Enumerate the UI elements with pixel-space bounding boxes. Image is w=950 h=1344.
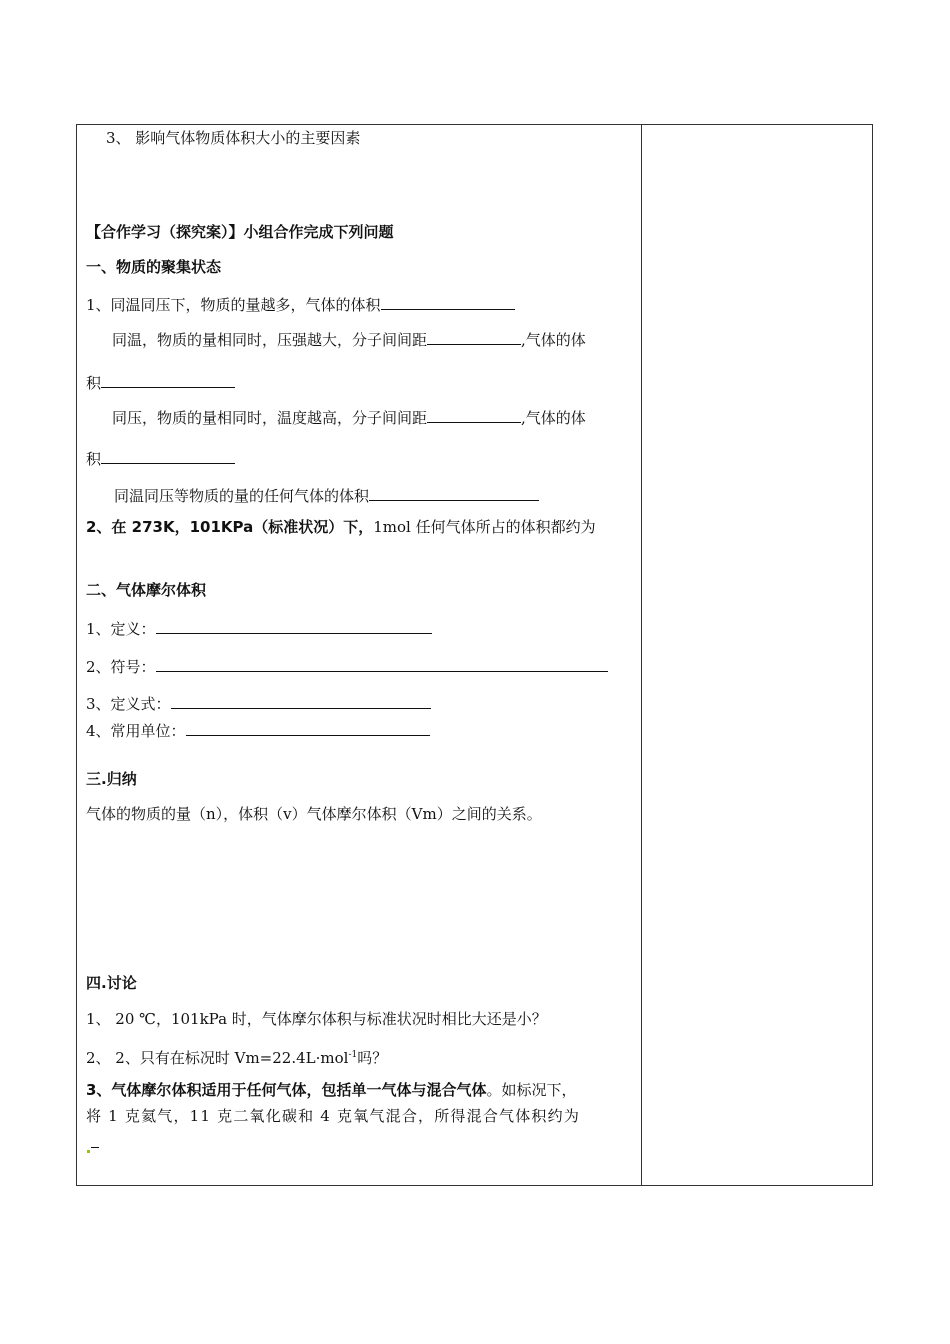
blank-line[interactable] [171,693,431,709]
discussion-q3-line2-c: 合气体积约为 [482,1107,581,1125]
intro-question-3: 3、 影响气体物质体积大小的主要因素 [106,129,361,147]
discussion-q3-answer [86,1132,99,1153]
blank-line[interactable] [369,485,539,501]
section1-line1 [86,294,515,315]
section1-line3-tail: ,气体的体 [521,409,586,427]
section1-line3-cont [86,448,235,469]
section1-line3 [112,407,586,428]
mark-dot [87,1150,90,1153]
section1-line5-text: 1mol 任何气体所占的体积都约为 [373,518,596,536]
discussion-q2-superscript: -1 [348,1050,358,1060]
section2-formula [86,693,431,714]
section1-line1-text: 1、同温同压下，物质的量越多，气体的体积 [86,296,381,314]
section1-line3-cont-text: 积 [86,450,102,468]
blank-line[interactable] [101,372,235,388]
discussion-q3-bold: 3、气体摩尔体积适用于任何气体，包括单一气体与混合气体 [86,1081,487,1099]
blank-line[interactable] [427,329,521,345]
section3-title: 三.归纳 [86,770,137,788]
section1-line2-tail: ,气体的体 [521,331,586,349]
coop-heading-bracket: 【合作学习（探究案）】 [86,223,244,241]
blank-line[interactable] [91,1132,99,1148]
unit-label: 4、常用单位： [86,722,186,740]
blank-line[interactable] [156,656,608,672]
discussion-q3-line2-a: 将 1 克氦气，11 克二氧化碳和 4 克 [86,1107,354,1125]
discussion-q2 [86,1045,387,1068]
section2-definition [86,618,432,639]
discussion-q2-tail: 吗？ [357,1049,388,1067]
discussion-q1: 1、 20 ℃，101kPa 时，气体摩尔体积与标准状况时相比大还是小？ [86,1010,547,1028]
section4-title: 四.讨论 [86,974,137,992]
blank-line[interactable] [156,618,432,634]
blank-line[interactable] [381,294,515,310]
section1-line2-cont-text: 积 [86,374,102,392]
definition-label: 1、定义： [86,620,156,638]
blank-line[interactable] [186,720,430,736]
blank-line[interactable] [101,448,235,464]
section1-title: 一、物质的聚集状态 [86,258,222,276]
section1-line2-cont [86,372,235,393]
column-divider [641,124,642,1186]
discussion-q3 [86,1080,576,1100]
blank-line[interactable] [427,407,521,423]
symbol-label: 2、符号： [86,658,156,676]
coop-heading-rest: 小组合作完成下列问题 [243,223,394,241]
section1-line4 [114,485,539,506]
discussion-q3-rest: 。如标况下， [486,1081,577,1099]
section3-text: 气体的物质的量（n），体积（v）气体摩尔体积（Vm）之间的关系。 [86,805,542,823]
section2-title: 二、气体摩尔体积 [86,581,207,599]
coop-heading [86,222,394,242]
section2-unit [86,720,430,741]
discussion-q3-line2 [86,1106,580,1126]
section2-symbol [86,656,608,677]
section1-line2-text: 同温，物质的量相同时，压强越大，分子间间距 [112,331,428,349]
section1-line5 [86,517,596,537]
discussion-q2-text: 2、 2、只有在标况时 Vm=22.4L·mol [86,1049,349,1067]
section1-line5-bold: 2、在 273K，101KPa（标准状况）下， [86,518,374,536]
section1-line2 [112,329,586,350]
section1-line3-text: 同压，物质的量相同时，温度越高，分子间间距 [112,409,428,427]
formula-label: 3、定义式： [86,695,171,713]
section1-line4-text: 同温同压等物质的量的任何气体的体积 [114,487,370,505]
discussion-q3-line2-b: 氧气混合，所得混 [353,1107,483,1125]
